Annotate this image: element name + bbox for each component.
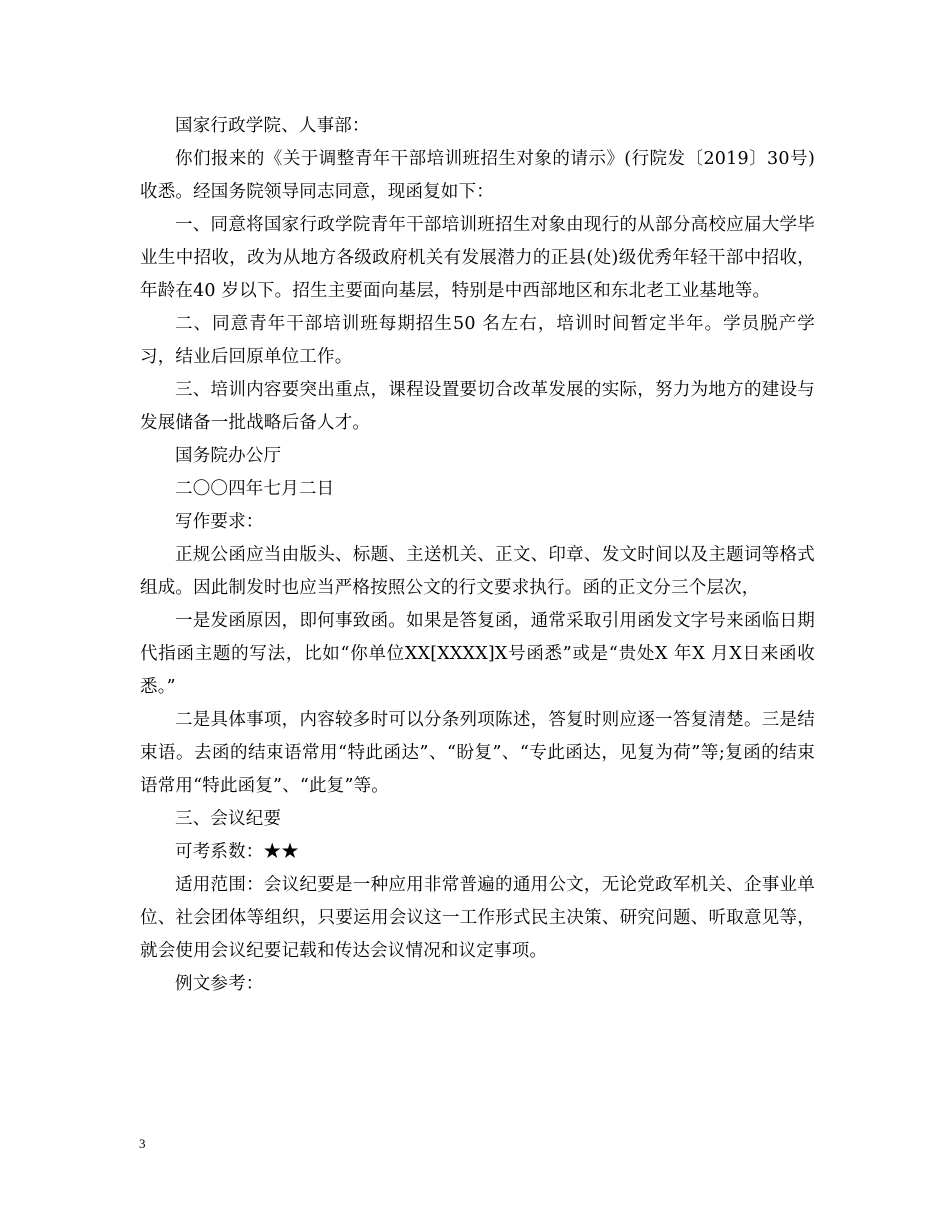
paragraph-item-2: 二、同意青年干部培训班每期招生50 名左右，培训时间暂定半年。学员脱产学习，结业后回原单位工作。 (140, 314, 815, 367)
example-reference-heading: 例文参考： (175, 974, 264, 994)
paragraph-item-1: 一、同意将国家行政学院青年干部培训班招生对象由现行的从部分高校应届大学毕业生中招收，改为从地方各级政府机关有发展潜力的正县(处)级优秀年轻干部中招收，年龄在40 岁以下。招生主要面向基层，特别是中西部地区和东北老工业基地等。 (140, 215, 815, 301)
paragraph-format: 正规公函应当由版头、标题、主送机关、正文、印章、发文时间以及主题词等格式组成。因此制发时也应当严格按照公文的行文要求执行。函的正文分三个层次， (140, 545, 815, 598)
rating-line: 可考系数：★★ (175, 842, 299, 862)
paragraph-level-1: 一是发函原因，即何事致函。如果是答复函，通常采取引用函发文字号来函临日期代指函主题的写法，比如“你单位XX[XXXX]X号函悉”或是“贵处X 年X 月X日来函收悉。” (140, 611, 815, 697)
signature-date: 二〇〇四年七月二日 (175, 479, 335, 499)
page-number: 3 (139, 1136, 146, 1151)
paragraph-scope: 适用范围：会议纪要是一种应用非常普遍的通用公文，无论党政军机关、企事业单位、社会团体等组织，只要运用会议这一工作形式民主决策、研究问题、听取意见等，就会使用会议纪要记载和传达会议情况和议定事项。 (140, 875, 815, 961)
section-heading-meeting-minutes: 三、会议纪要 (175, 809, 282, 829)
paragraph-item-3: 三、培训内容要突出重点，课程设置要切合改革发展的实际，努力为地方的建设与发展储备一批战略后备人才。 (140, 380, 815, 433)
salutation: 国家行政学院、人事部： (175, 116, 370, 136)
document-body (140, 110, 815, 1001)
paragraph-level-2-3: 二是具体事项，内容较多时可以分条列项陈述，答复时则应逐一答复清楚。三是结束语。去函的结束语常用“特此函达”、“盼复”、“专此函达，见复为荷”等;复函的结束语常用“特此函复”、“此复”等。 (140, 710, 815, 796)
paragraph-reply-intro: 你们报来的《关于调整青年干部培训班招生对象的请示》(行院发〔2019〕30号)收悉。经国务院领导同志同意，现函复如下： (140, 149, 815, 202)
writing-requirements-heading: 写作要求： (175, 512, 264, 532)
signature-office: 国务院办公厅 (175, 446, 282, 466)
